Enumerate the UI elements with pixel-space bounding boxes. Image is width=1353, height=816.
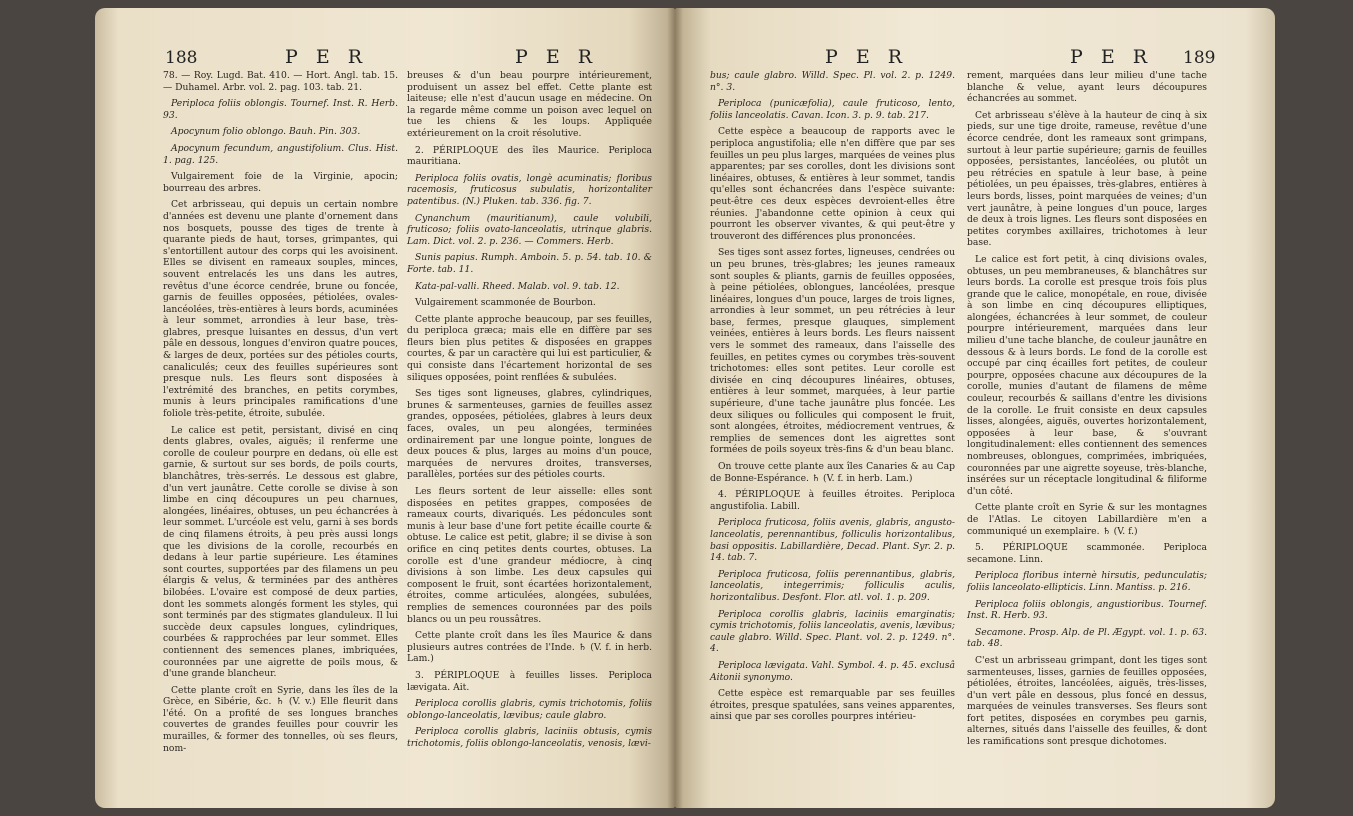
open-book [95,8,1275,808]
paragraph: 4. PÉRIPLOQUE à feuilles étroites. Periploca angustifolia. Labill. [710,489,955,512]
left-running-head-left: P E R [285,46,369,68]
paragraph: Periploca (punicæfolia), caule fruticoso, lento, foliis lanceolatis. Cavan. Icon. 3. p. 9. tab. 217. [710,98,955,121]
paragraph: C'est un arbrisseau grimpant, dont les tiges sont sarmenteuses, lisses, garnies de feuilles opposées, pétiolées, étroites, lancéolées, aiguës, très-lisses, d'un vert pâle en dessous, plus foncé en dessus, marquées de veinules transverses. Ses fleurs sont fort petites, disposées en corymbes peu garnis, alternes, situés dans l'aisselle des feuilles, & dont les ramifications sont presque dichotomes. [967,654,1207,748]
paragraph: Periploca foliis oblongis. Tournef. Inst. R. Herb. 93. [163,98,398,121]
paragraph: Cette espèce a beaucoup de rapports avec le periploca angustifolia; elle n'en diffère que par ses feuilles un peu plus larges, marquées de veines plus apparentes; par ses corolles, dont les divisions sont linéaires, obtuses, & entières à leur sommet, tandis qu'elles sont échancrées dans l'espèce suivante: peut-être ces deux espèces devroient-elles être réunies. J'abandonne cette opinion à ceux qui pourront les observer vivantes, & qui peut-être y trouveront des différences plus prononcées. [710,126,955,242]
right-page [675,8,1275,808]
paragraph: bus; caule glabro. Willd. Spec. Pl. vol. 2. p. 1249. n°. 3. [710,70,955,93]
book-gutter [667,8,683,808]
left-column-1 [163,70,398,759]
paragraph: Le calice est fort petit, à cinq divisions ovales, obtuses, un peu membraneuses, & blanchâtres sur leurs bords. La corolle est presque trois fois plus grande que le calice, monopétale, en roue, divisée à son limbe en cinq découpures elliptiques, alongées, échancrées à leur sommet, de couleur pourpre intérieurement, marquées dans leur milieu d'une tache blanche, de couleur jaunâtre en dessous & à leurs bords. Le fond de la corolle est occupé par cinq écailles fort petites, de couleur pourpre, opposées chacune aux découpures de la corolle, munies d'autant de filamens de même couleur, recourbés & saillans d'entre les divisions de la corolle. Le fruit consiste en deux capsules lisses, alongées, aiguës, ouvertes horizontalement, opposées à leur base, & s'ouvrant longitudinalement: elles contiennent des semences nombreuses, oblongues, comprimées, imbriquées, couronnées par une aigrette soyeuse, très-blanche, insérées sur un réceptacle longitudinal & filiforme d'un côté. [967,253,1207,497]
right-running-head-left: P E R [825,46,909,68]
paragraph: Periploca foliis oblongis, angustioribus. Tournef. Inst. R. Herb. 93. [967,598,1207,622]
paragraph: Le calice est petit, persistant, divisé en cinq dents glabres, ovales, aiguës; il renferme une corolle de couleur pourpre en dedans, où elle est garnie, & surtout sur ses bords, de poils courts, blanchâtres, très-serrés. Le dessous est glabre, d'un vert jaunâtre. Cette corolle se divise à son limbe en cinq découpures un peu charnues, alongées, linéaires, obtuses, un peu échancrées à leur sommet. L'urcéole est velu, garni à ses bords de cinq filamens étroits, à peu près aussi longs que les divisions de la corolle, recourbés en dedans à leur partie supérieure. Les étamines sont courtes, supportées par des filamens un peu élargis & velus, & terminées par des anthères bilobées. L'ovaire est composé de deux parties, dont les sommets alongés forment les styles, qui sont terminés par des stigmates glanduleux. Il lui succède deux capsules longues, cylindriques, courbées & rapprochées par leur sommet. Elles contiennent des semences planes, imbriquées, couronnées par une aigrette de poils mous, & d'une grande blancheur. [163,424,398,680]
right-running-head-right: P E R [1070,46,1154,68]
paragraph: Ses tiges sont ligneuses, glabres, cylindriques, brunes & sarmenteuses, garnies de feuilles assez grandes, opposées, pétiolées, glabres à leurs deux faces, ovales, un peu alongées, terminées ordinairement par une longue pointe, longues de deux pouces & plus, larges au moins d'un pouce, marquées de nervures droites, transverses, parallèles, portées sur des pétioles courts. [407,388,652,481]
paragraph: 78. — Roy. Lugd. Bat. 410. — Hort. Angl. tab. 15. — Duhamel. Arbr. vol. 2. pag. 103. tab. 21. [163,70,398,93]
paragraph: Les fleurs sortent de leur aisselle: elles sont disposées en petites grappes, composées de rameaux courts, divariqués. Les pédoncules sont munis à leur base d'une fort petite écaille courte & obtuse. Le calice est petit, glabre; il se divise à son orifice en cinq petites dents courtes, obtuses. La corolle est d'une grandeur médiocre, à cinq divisions à son limbe. Les deux capsules qui composent le fruit, sont écartées horizontalement, étroites, comme articulées, alongées, subulées, remplies de semences couronnées par des poils blancs ou un peu roussâtres. [407,486,652,625]
paragraph: 2. PÉRIPLOQUE des îles Maurice. Periploca mauritiana. [407,144,652,168]
paragraph: Periploca lævigata. Vahl. Symbol. 4. p. 45. exclusâ Aitonii synonymo. [710,659,955,683]
paragraph: Cet arbrisseau s'élève à la hauteur de cinq à six pieds, sur une tige droite, rameuse, revêtue d'une écorce cendrée, dont les rameaux sont grimpans, surtout à leur partie supérieure; garnis de feuilles opposées, persistantes, lancéolées, ou plutôt un peu rétrécies en spatule à leur base, à peine pétiolées, un peu épaisses, très-glabres, entières à leurs bords, lisses, point marquées de veines; d'un vert jaunâtre, à peine longues d'un pouce, larges de deux à trois lignes. Les fleurs sont disposées en petites corymbes axillaires, trichotomes à leur base. [967,109,1207,249]
left-page-number: 188 [165,48,198,68]
right-column-2 [967,70,1207,753]
paragraph: Apocynum folio oblongo. Bauh. Pin. 303. [171,126,361,138]
paragraph: Cette plante croît en Syrie, dans les îles de la Grèce, en Sibérie, &c. ♄ (V. v.) Elle fleurit dans l'été. On a profité de ses longues branches couvertes de grandes feuilles pour couvrir les murailles, & former des tonnelles, où ses fleurs, nom- [163,684,398,754]
right-column-1 [710,70,955,728]
paragraph: Apocynum fecundum, angustifolium. Clus. Hist. 1. pag. 125. [163,142,398,166]
paragraph: Periploca fruticosa, foliis perennantibus, glabris, lanceolatis, integerrimis; folliculis aculis, horizontalibus. Desfont. Flor. atl. vol. 1. p. 209. [710,568,955,603]
paragraph: breuses & d'un beau pourpre intérieurement, produisent un assez bel effet. Cette plante est laiteuse; elle n'est d'aucun usage en médecine. On la regarde même comme un poison avec lequel on tue les chiens & les loups. Appliquée extérieurement on la croit résolutive. [407,70,652,139]
paragraph: Secamone. Prosp. Alp. de Pl. Ægypt. vol. 1. p. 63. tab. 48. [967,626,1207,650]
paragraph: Periploca corollis glabris, cymis trichotomis, foliis oblongo-lanceolatis, lævibus; caule glabro. [407,698,652,721]
paragraph: Periploca corollis glabris, laciniis emarginatis; cymis trichotomis, foliis lanceolatis, avenis, lævibus; caule glabro. Willd. Spec. Plant. vol. 2. p. 1249. n°. 4. [710,608,955,655]
paragraph: Vulgairement foie de la Virginie, apocin; bourreau des arbres. [163,171,398,194]
paragraph: Sunis papius. Rumph. Amboin. 5. p. 54. tab. 10. & Forte. tab. 11. [407,252,652,275]
paragraph: Ses tiges sont assez fortes, ligneuses, cendrées ou un peu brunes, très-glabres; les jeunes rameaux sont souples & pliants, garnis de feuilles opposées, à peine pétiolées, oblongues, lancéolées, presque linéaires, longues d'un pouce, larges de trois lignes, arrondies à leur sommet, un peu rétrécies à leur base, fermes, presque glauques, simplement veinées, entières à leurs bords. Les fleurs naissent vers le sommet des rameaux, dans l'aisselle des feuilles, en petites cymes ou corymbes très-souvent trichotomes: elles sont petites. Leur corolle est divisée en cinq découpures linéaires, obtuses, entières à leur sommet, marquées, à leur partie supérieure, d'une tache jaunâtre plus foncée. Les deux siliques ou follicules qui composent le fruit, sont alongées, étroites, médiocrement ventrues, & remplies de semences dont les aigrettes sont formées de poils soyeux très-fins & d'un beau blanc. [710,247,955,456]
paragraph: 3. PÉRIPLOQUE à feuilles lisses. Periploca lævigata. Ait. [407,669,652,693]
paragraph: Cynanchum (mauritianum), caule volubili, fruticoso; foliis ovato-lanceolatis, utrinque glabris. Lam. Dict. vol. 2. p. 236. — Commers. Herb. [407,212,652,247]
paragraph: Cette plante approche beaucoup, par ses feuilles, du periploca græca; mais elle en diffère par ses fleurs bien plus petites & disposées en grappes courtes, & par un caractère qui lui est particulier, & qui consiste dans l'écartement horizontal de ses siliques opposées, point renflées & subulées. [407,313,652,383]
paragraph: Cette plante croît dans les îles Maurice & dans plusieurs autres contrées de l'Inde. ♄ (V. f. in herb. Lam.) [407,630,652,665]
paragraph: Kata-pal-valli. Rheed. Malab. vol. 9. tab. 12. [415,280,620,292]
paragraph: Periploca floribus internè hirsutis, pedunculatis; foliis lanceolato-ellipticis. Linn. Mantiss. p. 216. [967,570,1207,593]
paragraph: Vulgairement scammonée de Bourbon. [415,297,596,309]
left-running-head-right: P E R [515,46,599,68]
paragraph: On trouve cette plante aux îles Canaries & au Cap de Bonne-Espérance. ♄ (V. f. in herb. Lam.) [710,461,955,484]
right-page-number: 189 [1183,48,1216,68]
paragraph: Periploca foliis ovatis, longè acuminatis; floribus racemosis, fruticosus subulatis, horizontaliter patentibus. (N.) Pluken. tab. 336. fig. 7. [407,172,652,207]
left-column-2 [407,70,652,754]
paragraph: Cet arbrisseau, qui depuis un certain nombre d'années est devenu une plante d'ornement dans nos bosquets, pousse des tiges de trente à quarante pieds de haut, torses, grimpantes, qui s'entortillent autour des corps qui les avoisinent. Elles se divisent en rameaux souples, minces, souvent entrelacés les uns dans les autres, revêtus d'une écorce cendrée, brune ou foncée, garnis de feuilles opposées, pétiolées, ovales-lancéolées, très-entières à leurs bords, acuminées à leur sommet, arrondies à leur base, très-glabres, presque luisantes en dessus, d'un vert pâle en dessous, longues d'environ quatre pouces, & larges de deux, portées sur des pétioles courts, canaliculés; ceux des feuilles supérieures sont presque nuls. Les fleurs sont disposées à l'extrémité des branches, en petits corymbes, munis à leurs principales ramifications d'une foliole très-petite, étroite, subulée. [163,199,398,420]
paragraph: Periploca corollis glabris, laciniis obtusis, cymis trichotomis, foliis oblongo-lanceolatis, venosis, lævi- [407,726,652,749]
paragraph: 5. PÉRIPLOQUE scammonée. Periploca secamone. Linn. [967,542,1207,565]
left-page [95,8,675,808]
paragraph: Cette plante croît en Syrie & sur les montagnes de l'Atlas. Le citoyen Labillardière m'en a communiqué un exemplaire. ♄ (V. f.) [967,502,1207,537]
paragraph: Periploca fruticosa, foliis avenis, glabris, angusto-lanceolatis, perennantibus, folliculis horizontalibus, basi oppositis. Labillardière, Decad. Plant. Syr. 2. p. 14. tab. 7. [710,517,955,564]
paragraph: Cette espèce est remarquable par ses feuilles étroites, presque spatulées, sans veines apparentes, ainsi que par ses corolles pourpres intérieu- [710,688,955,723]
paragraph: rement, marquées dans leur milieu d'une tache blanche & velue, ayant leurs découpures échancrées au sommet. [967,70,1207,105]
